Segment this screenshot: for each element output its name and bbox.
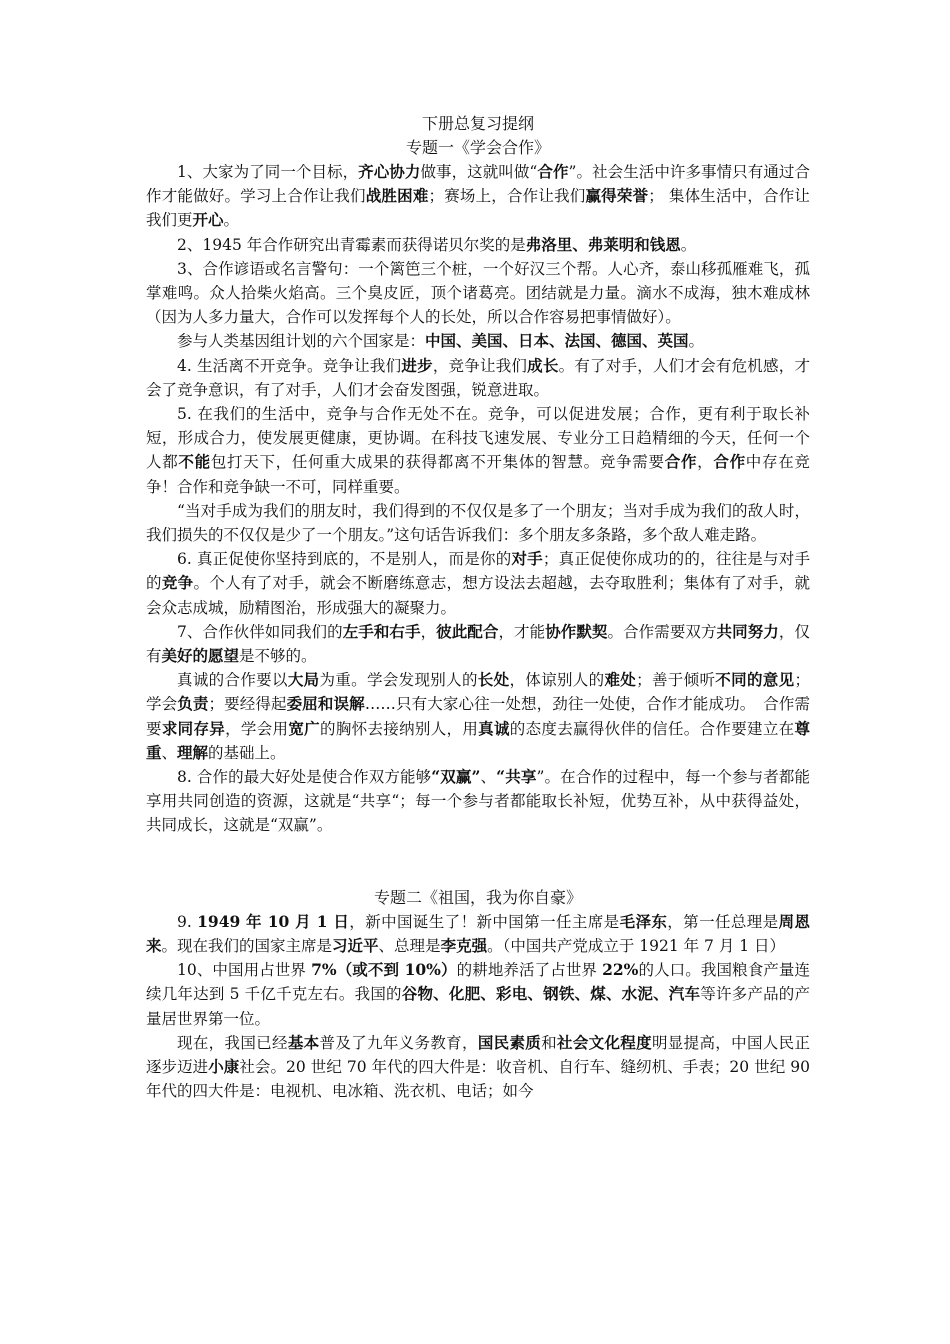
bold-term: 真诚 [478, 718, 510, 738]
bold-term: 进步 [401, 355, 433, 375]
text-run: 的耕地养活了占世界 [456, 961, 603, 980]
bold-term: 中国、美国、日本、法国、德国、英国 [425, 331, 689, 351]
text-run: 真诚的合作要以 [177, 671, 288, 690]
text-run: 的态度去赢得伙伴的信任。合作要建立在 [509, 719, 795, 738]
text-run: 等许多产品的产量居世界第一位。 [146, 985, 810, 1028]
section-1-body [146, 160, 810, 838]
section-2-body [146, 910, 810, 1104]
text-run: 社会。20 世纪 70 年代的四大件是：收音机、自行车、缝纫机、手表；20 世纪 90 年代的四大件是：电视机、电冰箱、洗衣机、电话；如今 [146, 1057, 810, 1101]
bold-term: 长处 [477, 670, 510, 690]
bold-term: 合作 [537, 162, 569, 181]
text-run: ，第一任总理是 [667, 912, 779, 931]
text-run: 、 [480, 768, 497, 787]
text-run: 中存在竞争！合作和竞争缺一不可，同样重要。 [146, 453, 810, 496]
paragraph [146, 402, 810, 499]
text-run: ，竞争让我们 [432, 356, 528, 375]
bold-term: 22% [602, 960, 639, 980]
bold-term: 宽广 [288, 718, 320, 738]
text-run: ， [420, 622, 437, 641]
bold-term: “双赢” [431, 767, 481, 787]
text-run: 1、大家为了同一个目标， [177, 163, 359, 181]
bold-term: 对手 [511, 549, 543, 569]
text-run: 。有了对手，人们才会有危机感，才会了竞争意识，有了对手，人们才会奋发图强，锐意进取。 [146, 356, 810, 399]
text-run: 3、合作谚语或名言警句：一个篱笆三个桩，一个好汉三个帮。人心齐，泰山移孤雁难飞，孤掌难鸣。众人拾柴火焰高。三个臭皮匠，顶个诸葛亮。团结就是力量。滴水不成海，独木难成林（因为人多力量大，合作可以发挥每个人的长处，所以合作容易把事情做好）。 [146, 259, 810, 327]
bold-term: 弗洛里、弗莱明和钱恩 [525, 234, 681, 254]
text-run: ； 集体生活中，合作让我们更 [146, 187, 810, 230]
bold-term: 开心 [192, 210, 224, 230]
section-2-title: 专题二《祖国，我为你自豪》 [373, 887, 582, 907]
text-run: ，才能 [498, 622, 546, 641]
text-run: ， [697, 453, 714, 472]
bold-term: 彼此配合 [436, 621, 499, 641]
text-run: 5. 在我们的生活中，竞争与合作无处不在。竞争，可以促进发展；合作，更有利于取长补短，形成合力，使发展更健康，更协调。在科技飞速发展、专业分工日趋精细的今天，任何一个人都 [146, 405, 810, 472]
bold-term: 李克强 [440, 935, 488, 955]
text-run: ；善于倾听 [636, 671, 716, 690]
text-run: ”。在合作的过程中，每一个参与者都能享用共同创造的资源，这就是“共享“；每一个参与者都能取长补短，优势互补，从中获得益处，共同成长，这就是“双赢”。 [146, 768, 810, 835]
bold-term: 1949 年 10 月 1 日 [197, 911, 350, 931]
text-run: 。（中国共产党成立于 1921 年 7 月 1 日） [487, 936, 786, 955]
text-run: ；学会 [146, 671, 810, 714]
text-run: 是不够的。 [239, 647, 317, 666]
text-run: 4. 生活离不开竞争。竞争让我们 [177, 356, 402, 375]
text-run: ；赛场上，合作让我们 [428, 187, 586, 206]
paragraph [146, 620, 810, 668]
paragraph [146, 257, 810, 330]
bold-term: 负责 [177, 694, 209, 714]
bold-term: 基本 [287, 1032, 320, 1052]
text-run: 。合作需要双方 [607, 622, 717, 641]
bold-term: 左手和右手 [342, 621, 421, 641]
text-run: 10、中国用占世界 [177, 961, 312, 980]
bold-term: 求同存异 [161, 718, 226, 738]
text-run: 。个人有了对手，就会不断磨练意志，想方设法去超越，去夺取胜利；集体有了对手，就会众志成城，励精图治，形成强大的凝聚力。 [146, 574, 810, 617]
document-page [146, 112, 810, 1103]
text-run: ；要经得起 [208, 695, 287, 714]
text-run: “当对手成为我们的朋友时，我们得到的不仅仅是多了一个朋友；当对手成为我们的敌人时，我们损失的不仅仅是少了一个朋友。”这句话告诉我们：多个朋友多条路，多个敌人难走路。 [146, 501, 810, 545]
document-title: 下册总复习提纲 [421, 114, 534, 133]
paragraph [146, 765, 810, 838]
text-run: 现在，我国已经 [177, 1033, 288, 1052]
text-run: 、总理是 [378, 936, 441, 955]
text-run: 。 [688, 332, 705, 351]
paragraph [146, 499, 810, 547]
text-run: ……只有大家心往一处想，劲往一处使，合作才能成功。 合作需要 [146, 695, 810, 738]
bold-term: 不同的意见 [715, 670, 795, 690]
text-run: 8. 合作的最大好处是使合作双方能够 [177, 768, 432, 787]
bold-term: 习近平 [332, 935, 379, 955]
bold-term: 成长 [527, 355, 559, 375]
paragraph [146, 910, 810, 958]
text-run: 7、合作伙伴如同我们的 [177, 622, 343, 641]
bold-term: 谷物、化肥、彩电、钢铁、煤、水泥、汽车 [401, 984, 701, 1004]
text-run: ，仅有 [146, 622, 810, 666]
bold-term: 合作 [664, 452, 698, 472]
bold-term: 协作默契 [545, 621, 608, 641]
text-run: 为重。学会发现别人的 [319, 671, 478, 690]
bold-term: 社会文化程度 [556, 1032, 652, 1052]
bold-term: 小康 [208, 1056, 240, 1076]
text-run: 的人口。我国粮食产量连续几年达到 5 千亿千克左右。我国的 [146, 961, 810, 1004]
text-run: 普及了九年义务教育， [319, 1033, 478, 1052]
paragraph [146, 233, 810, 257]
text-run: 的胸怀去接纳别人，用 [320, 719, 479, 738]
paragraph [146, 329, 810, 353]
text-run: 。 [680, 235, 697, 254]
section-gap [146, 838, 810, 886]
text-run: 的基础上。 [208, 743, 286, 762]
bold-term: 战胜困难 [365, 186, 429, 206]
bold-term: 不能 [178, 452, 211, 472]
bold-term: “共享 [496, 767, 537, 787]
bold-term: 难处 [604, 670, 637, 690]
text-run: 和 [541, 1033, 557, 1052]
paragraph [146, 1031, 810, 1104]
text-run: 、 [161, 743, 178, 762]
text-run: 做事，这就叫做“ [420, 163, 538, 181]
bold-term: 共同努力 [716, 621, 779, 641]
bold-term: 齐心协力 [358, 162, 421, 181]
bold-term: 委屈和误解 [286, 694, 365, 714]
bold-term: 大局 [287, 670, 320, 690]
bold-term: 合作 [713, 452, 746, 472]
paragraph [146, 160, 810, 233]
bold-term: 尊重 [146, 718, 810, 762]
text-run: 。 [223, 211, 240, 230]
text-run: 9. [177, 912, 198, 931]
text-run: ，体谅别人的 [509, 671, 605, 690]
text-run: 2、1945 年合作研究出青霉素而获得诺贝尔奖的是 [177, 235, 526, 254]
paragraph [146, 958, 810, 1031]
text-run: ，学会用 [225, 719, 289, 738]
text-run: ；真正促使你成功的的，往往是与对手的 [146, 550, 810, 593]
bold-term: 7%（或不到 10%） [311, 960, 457, 980]
text-run: 参与人类基因组计划的六个国家是： [177, 332, 426, 351]
bold-term: 美好的愿望 [161, 646, 240, 666]
paragraph [146, 668, 810, 765]
paragraph [146, 354, 810, 402]
text-run: ，新中国诞生了！新中国第一任主席是 [349, 912, 620, 931]
paragraph [146, 547, 810, 620]
text-run: 包打天下，任何重大成果的获得都离不开集体的智慧。竞争需要 [210, 453, 665, 472]
bold-term: 周恩来 [146, 911, 810, 955]
bold-term: 理解 [177, 742, 209, 762]
section-1-title: 专题一《学会合作》 [405, 138, 550, 157]
text-run: ”。社会生活中许多事情只有通过合作才能做好。学习上合作让我们 [146, 163, 810, 206]
text-run: 明显提高，中国人民正逐步迈进 [146, 1033, 810, 1076]
text-run: 。现在我们的国家主席是 [161, 936, 333, 955]
bold-term: 国民素质 [477, 1032, 542, 1052]
bold-term: 竞争 [161, 573, 194, 593]
text-run: 6. 真正促使你坚持到底的，不是别人，而是你的 [177, 550, 512, 569]
bold-term: 赢得荣誉 [585, 186, 649, 206]
bold-term: 毛泽东 [619, 911, 668, 931]
